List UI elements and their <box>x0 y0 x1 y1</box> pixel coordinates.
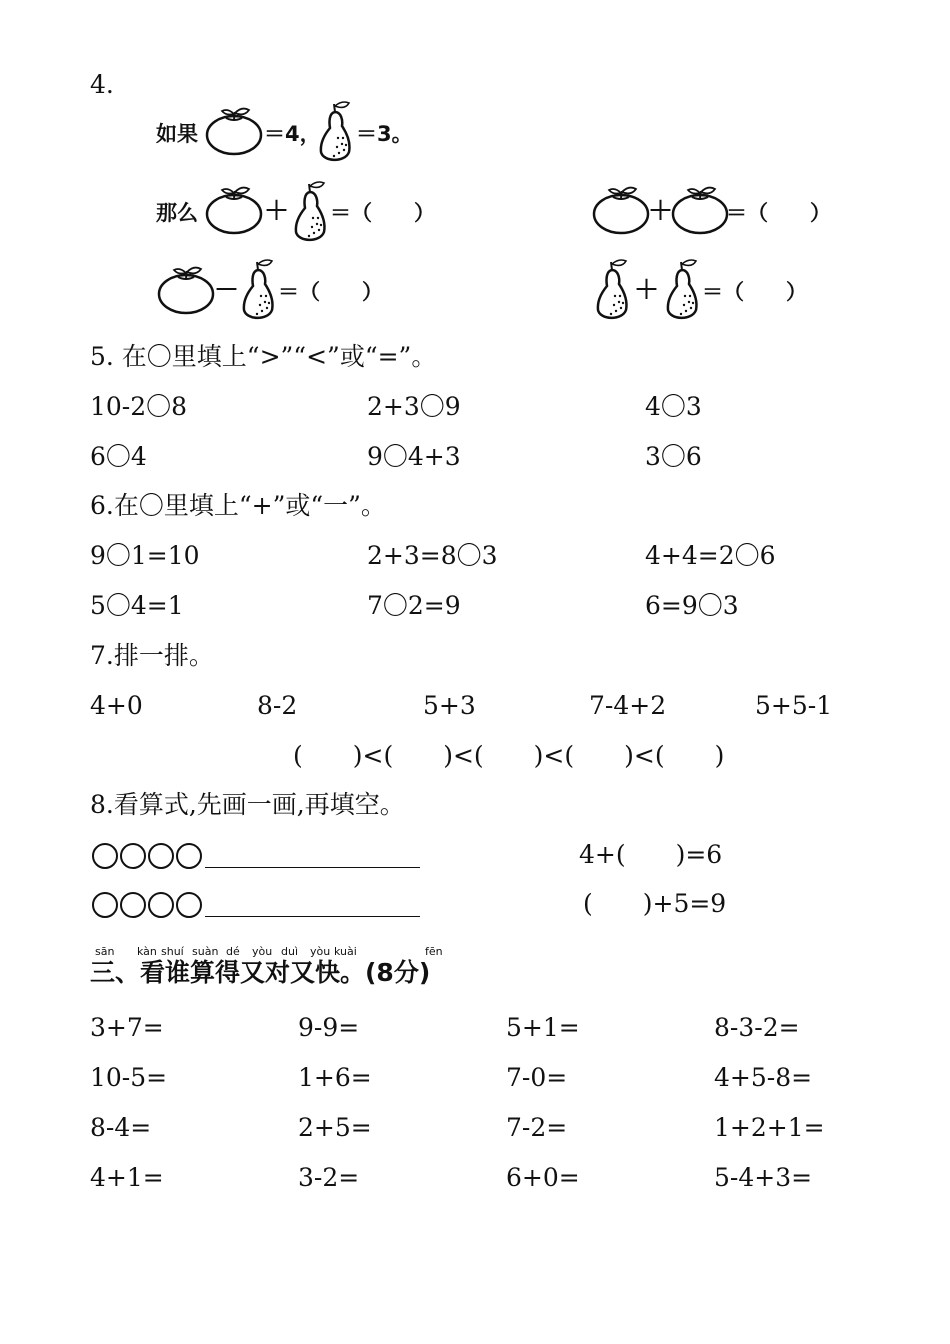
q5-item: 9〇4+3 <box>367 442 461 471</box>
q7-item: 5+5-1 <box>755 691 833 720</box>
q7-item: 8-2 <box>257 691 298 720</box>
q5-item: 4〇3 <box>645 392 702 421</box>
pinyin: fēn <box>425 945 443 958</box>
answer-blank: ＝（ ） <box>330 201 435 225</box>
answer-blank: ＝（ ） <box>726 201 831 225</box>
draw-line[interactable] <box>205 867 420 868</box>
q5-item: 10-2〇8 <box>90 392 188 421</box>
q6-title: 6.在〇里填上“+”或“一”。 <box>90 491 386 520</box>
q6-item: 7〇2=9 <box>367 591 461 620</box>
q5-item: 3〇6 <box>645 442 702 471</box>
calc-item: 1+6= <box>298 1063 372 1092</box>
calc-item: 10-5= <box>90 1063 168 1092</box>
apple-icon <box>202 105 266 157</box>
pear-icon <box>660 258 704 322</box>
calc-item: 8-3-2= <box>714 1013 800 1042</box>
section3-title: 三、看谁算得又对又快。(8分) <box>90 958 431 987</box>
q5-item: 2+3〇9 <box>367 392 461 421</box>
calc-item: 7-0= <box>506 1063 568 1092</box>
pear-icon <box>590 258 634 322</box>
q6-item: 4+4=2〇6 <box>645 541 776 570</box>
q6-item: 9〇1=10 <box>90 541 200 570</box>
q6-item: 5〇4=1 <box>90 591 184 620</box>
plus-sign: ＋ <box>648 196 674 225</box>
q7-order-line: ( )<( )<( )<( )<( ) <box>293 741 725 770</box>
pinyin: dé <box>226 945 240 958</box>
q7-item: 4+0 <box>90 691 143 720</box>
q4-apple-value: ＝4， <box>264 122 321 146</box>
circle-shape <box>120 843 146 869</box>
q4-then-prefix: 那么 <box>156 201 198 225</box>
answer-blank: ＝（ ） <box>278 280 383 304</box>
q7-title: 7.排一排。 <box>90 641 214 670</box>
q6-item: 2+3=8〇3 <box>367 541 498 570</box>
q5-title: 5. 在〇里填上“>”“<”或“=”。 <box>90 342 437 371</box>
calc-item: 9-9= <box>298 1013 360 1042</box>
pear-icon <box>313 100 357 164</box>
calc-item: 3-2= <box>298 1163 360 1192</box>
q4-pear-value: ＝3。 <box>356 122 413 146</box>
calc-item: 4+5-8= <box>714 1063 813 1092</box>
calc-item: 8-4= <box>90 1113 152 1142</box>
pinyin: kuài <box>334 945 357 958</box>
pinyin: duì <box>281 945 299 958</box>
q7-item: 5+3 <box>423 691 476 720</box>
q5-item: 6〇4 <box>90 442 147 471</box>
q7-item: 7-4+2 <box>589 691 667 720</box>
circle-shape <box>176 892 202 918</box>
pinyin: sān <box>95 945 115 958</box>
calc-item: 3+7= <box>90 1013 164 1042</box>
circle-shape <box>92 892 118 918</box>
circle-shape <box>92 843 118 869</box>
answer-blank: ＝（ ） <box>702 280 807 304</box>
minus-sign: － <box>214 275 240 304</box>
q8-equation: 4+( )=6 <box>579 840 723 869</box>
pinyin: yòu <box>310 945 331 958</box>
calc-item: 4+1= <box>90 1163 164 1192</box>
q6-item: 6=9〇3 <box>645 591 739 620</box>
apple-icon <box>589 184 653 236</box>
pinyin: shuí <box>161 945 184 958</box>
apple-icon <box>202 184 266 236</box>
circle-shape <box>120 892 146 918</box>
q4-number: 4. <box>90 70 114 99</box>
plus-sign: ＋ <box>264 196 290 225</box>
q8-title: 8.看算式,先画一画,再填空。 <box>90 790 405 819</box>
pinyin: kàn <box>137 945 157 958</box>
circle-shape <box>148 843 174 869</box>
pinyin: suàn <box>192 945 219 958</box>
apple-icon <box>668 184 732 236</box>
circle-shape <box>176 843 202 869</box>
circle-shape <box>148 892 174 918</box>
pear-icon <box>288 180 332 244</box>
q4-if-prefix: 如果 <box>156 122 198 146</box>
plus-sign: ＋ <box>634 275 660 304</box>
draw-line[interactable] <box>205 916 420 917</box>
calc-item: 2+5= <box>298 1113 372 1142</box>
calc-item: 5-4+3= <box>714 1163 813 1192</box>
calc-item: 6+0= <box>506 1163 580 1192</box>
q8-equation: ( )+5=9 <box>583 889 727 918</box>
calc-item: 7-2= <box>506 1113 568 1142</box>
pear-icon <box>236 258 280 322</box>
calc-item: 1+2+1= <box>714 1113 825 1142</box>
pinyin: yòu <box>252 945 273 958</box>
apple-icon <box>154 264 218 316</box>
calc-item: 5+1= <box>506 1013 580 1042</box>
